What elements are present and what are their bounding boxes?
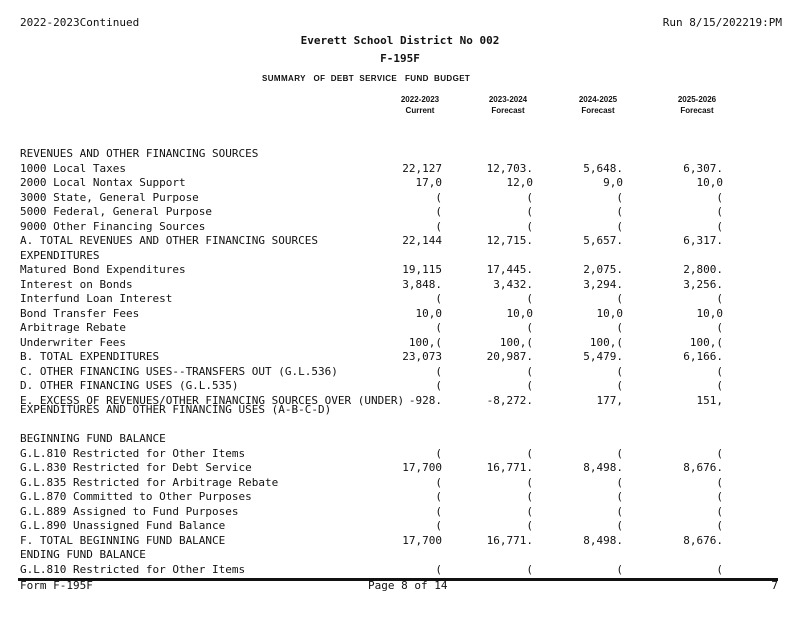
row-value: 17,700 <box>402 461 442 474</box>
row-value: 177, <box>596 393 623 407</box>
row-value: ( <box>716 562 723 576</box>
footer-right-number: 7 <box>771 579 778 592</box>
row-value: 151, <box>696 393 723 407</box>
row-value: ( <box>616 321 623 334</box>
row-label: 2000 Local Nontax Support <box>20 176 186 189</box>
row-value: 17,700 <box>402 533 442 547</box>
row-value: 100,( <box>589 335 623 349</box>
row-value: 100,( <box>689 335 723 349</box>
header-left-text: 2022-2023Continued <box>20 16 140 29</box>
column-sub: Forecast <box>581 106 615 115</box>
column-sub: Forecast <box>491 106 525 115</box>
footer-form-name: Form F-195F <box>20 579 93 592</box>
row-label: Underwriter Fees <box>20 335 126 349</box>
row-value: 100,( <box>499 335 533 349</box>
row-value: ( <box>526 379 533 392</box>
row-value: ( <box>616 379 623 392</box>
column-sub: Current <box>405 106 435 115</box>
row-value: -8,272. <box>486 393 533 407</box>
row-label-continuation: EXPENDITURES AND OTHER FINANCING USES (A-B-C-D) <box>20 403 332 416</box>
row-value: 3,294. <box>583 277 623 291</box>
report-summary-title: SUMMARY OF DEBT SERVICE FUND BUDGET <box>262 74 471 83</box>
row-value: -928. <box>408 393 442 407</box>
table-row <box>0 476 800 491</box>
row-value: ( <box>435 219 442 233</box>
row-label: 5000 Federal, General Purpose <box>20 205 213 218</box>
row-value: 16,771. <box>486 533 533 547</box>
row-value: ( <box>526 446 533 460</box>
table-row <box>0 432 800 447</box>
row-value: ( <box>526 219 533 233</box>
row-value: 22,144 <box>402 234 442 247</box>
row-value: 10,0 <box>696 176 723 189</box>
table-row <box>0 191 800 206</box>
table-row <box>0 336 800 351</box>
row-value: 12,715. <box>486 234 533 247</box>
row-value: ( <box>616 519 623 532</box>
row-value: 2,800. <box>683 263 723 276</box>
table-row <box>0 162 800 177</box>
row-label: Interfund Loan Interest <box>20 292 173 305</box>
row-value: ( <box>716 292 723 305</box>
row-value: 8,498. <box>583 461 623 474</box>
row-label: Arbitrage Rebate <box>20 321 126 334</box>
run-timestamp: Run 8/15/202219:PM <box>662 16 782 29</box>
row-value: 23,073 <box>402 350 442 363</box>
row-value: ( <box>616 190 623 204</box>
table-row <box>0 220 800 235</box>
row-value: ( <box>435 490 442 503</box>
row-value: ( <box>716 321 723 334</box>
row-value: ( <box>526 475 533 489</box>
row-value: ( <box>526 190 533 204</box>
row-value: 17,0 <box>415 176 442 189</box>
row-value: ( <box>616 490 623 503</box>
table-row <box>0 234 800 249</box>
row-value: ( <box>616 219 623 233</box>
column-year: 2025-2026 <box>677 95 717 104</box>
row-label: G.L.870 Committed to Other Purposes <box>20 490 252 503</box>
row-value: ( <box>435 205 442 218</box>
row-value: 100,( <box>408 335 442 349</box>
row-label: Interest on Bonds <box>20 277 133 291</box>
row-value: ( <box>716 379 723 392</box>
table-row <box>0 519 800 534</box>
row-value: 5,479. <box>583 350 623 363</box>
row-label: Matured Bond Expenditures <box>20 263 186 276</box>
table-row <box>0 379 800 394</box>
column-header <box>375 94 465 116</box>
row-value: ( <box>716 364 723 378</box>
row-label: F. TOTAL BEGINNING FUND BALANCE <box>20 533 226 547</box>
row-label: G.L.830 Restricted for Debt Service <box>20 461 252 474</box>
row-value: ( <box>435 379 442 392</box>
row-label: 3000 State, General Purpose <box>20 190 199 204</box>
row-value: ( <box>435 190 442 204</box>
row-value: ( <box>435 504 442 518</box>
row-value: 5,648. <box>583 161 623 175</box>
table-row <box>0 249 800 264</box>
row-value: ( <box>526 519 533 532</box>
row-value: ( <box>716 504 723 518</box>
row-label: C. OTHER FINANCING USES--TRANSFERS OUT (G.L.536) <box>20 364 338 378</box>
row-value: 5,657. <box>583 234 623 247</box>
row-value: ( <box>526 321 533 334</box>
row-value: ( <box>435 292 442 305</box>
row-label: B. TOTAL EXPENDITURES <box>20 350 160 363</box>
table-row <box>0 350 800 365</box>
row-label: 9000 Other Financing Sources <box>20 219 206 233</box>
row-value: ( <box>435 519 442 532</box>
row-value: 17,445. <box>486 263 533 276</box>
row-value: 3,256. <box>683 277 723 291</box>
table-row <box>0 447 800 462</box>
row-value: ( <box>526 490 533 503</box>
row-value: ( <box>526 205 533 218</box>
row-value: ( <box>716 219 723 233</box>
row-value: 22,127 <box>402 161 442 175</box>
table-row <box>0 505 800 520</box>
row-value: ( <box>616 475 623 489</box>
row-value: ( <box>526 562 533 576</box>
table-row <box>0 365 800 380</box>
table-row <box>0 548 800 563</box>
row-label: D. OTHER FINANCING USES (G.L.535) <box>20 379 239 392</box>
column-year: 2022-2023 <box>400 95 440 104</box>
row-value: 20,987. <box>486 350 533 363</box>
district-title: Everett School District No 002 <box>300 34 500 47</box>
row-value: 10,0 <box>415 306 442 320</box>
row-value: ( <box>435 475 442 489</box>
row-value: 6,307. <box>683 161 723 175</box>
row-value: ( <box>716 519 723 532</box>
column-year: 2024-2025 <box>578 95 618 104</box>
row-value: ( <box>716 446 723 460</box>
row-label: A. TOTAL REVENUES AND OTHER FINANCING SOURCES <box>20 234 319 247</box>
row-value: 8,676. <box>683 461 723 474</box>
row-label: G.L.835 Restricted for Arbitrage Rebate <box>20 475 279 489</box>
row-value: ( <box>616 292 623 305</box>
row-value: ( <box>526 364 533 378</box>
row-value: 12,0 <box>506 176 533 189</box>
table-row <box>0 176 800 191</box>
row-value: ( <box>526 292 533 305</box>
row-spacer <box>0 418 800 432</box>
table-row <box>0 263 800 278</box>
row-label: ENDING FUND BALANCE <box>20 548 146 561</box>
column-header <box>652 94 742 116</box>
row-value: ( <box>616 446 623 460</box>
row-label: G.L.890 Unassigned Fund Balance <box>20 519 226 532</box>
row-value: ( <box>616 562 623 576</box>
row-label: G.L.810 Restricted for Other Items <box>20 562 246 576</box>
row-value: 6,166. <box>683 350 723 363</box>
row-value: ( <box>616 364 623 378</box>
row-value: 3,848. <box>402 277 442 291</box>
row-value: ( <box>716 205 723 218</box>
row-label: G.L.810 Restricted for Other Items <box>20 446 246 460</box>
table-row-continuation <box>0 403 800 418</box>
row-label: G.L.889 Assigned to Fund Purposes <box>20 504 239 518</box>
row-value: ( <box>435 446 442 460</box>
table-row <box>0 563 800 578</box>
row-value: ( <box>716 475 723 489</box>
table-row <box>0 461 800 476</box>
table-row <box>0 321 800 336</box>
row-value: ( <box>616 205 623 218</box>
row-value: 2,075. <box>583 263 623 276</box>
row-value: ( <box>435 562 442 576</box>
row-label: Bond Transfer Fees <box>20 306 140 320</box>
row-value: ( <box>716 490 723 503</box>
column-sub: Forecast <box>680 106 714 115</box>
row-label: BEGINNING FUND BALANCE <box>20 432 166 445</box>
row-value: 10,0 <box>596 306 623 320</box>
row-value: 16,771. <box>486 461 533 474</box>
row-value: 8,498. <box>583 533 623 547</box>
column-header <box>553 94 643 116</box>
row-value: ( <box>435 364 442 378</box>
row-value: 10,0 <box>696 306 723 320</box>
row-value: 6,317. <box>683 234 723 247</box>
table-row <box>0 490 800 505</box>
table-row <box>0 534 800 549</box>
table-row <box>0 278 800 293</box>
row-label: E. EXCESS OF REVENUES/OTHER FINANCING SOURCES OVER (UNDER) <box>20 393 405 407</box>
row-label: 1000 Local Taxes <box>20 161 126 175</box>
row-value: 9,0 <box>603 176 623 189</box>
row-value: 10,0 <box>506 306 533 320</box>
row-value: 3,432. <box>493 277 533 291</box>
table-row <box>0 205 800 220</box>
row-value: ( <box>526 504 533 518</box>
row-label: EXPENDITURES <box>20 248 100 262</box>
table-row <box>0 147 800 162</box>
footer-page-number: Page 8 of 14 <box>368 579 448 592</box>
row-value: 8,676. <box>683 533 723 547</box>
column-header <box>463 94 553 116</box>
budget-table <box>0 147 800 577</box>
form-title: F-195F <box>380 52 420 65</box>
table-row <box>0 292 800 307</box>
row-value: ( <box>616 504 623 518</box>
table-row <box>0 307 800 322</box>
row-label: REVENUES AND OTHER FINANCING SOURCES <box>20 147 259 160</box>
row-value: ( <box>435 321 442 334</box>
column-year: 2023-2024 <box>488 95 528 104</box>
row-value: 19,115 <box>402 263 442 276</box>
row-value: ( <box>716 190 723 204</box>
row-value: 12,703. <box>486 161 533 175</box>
